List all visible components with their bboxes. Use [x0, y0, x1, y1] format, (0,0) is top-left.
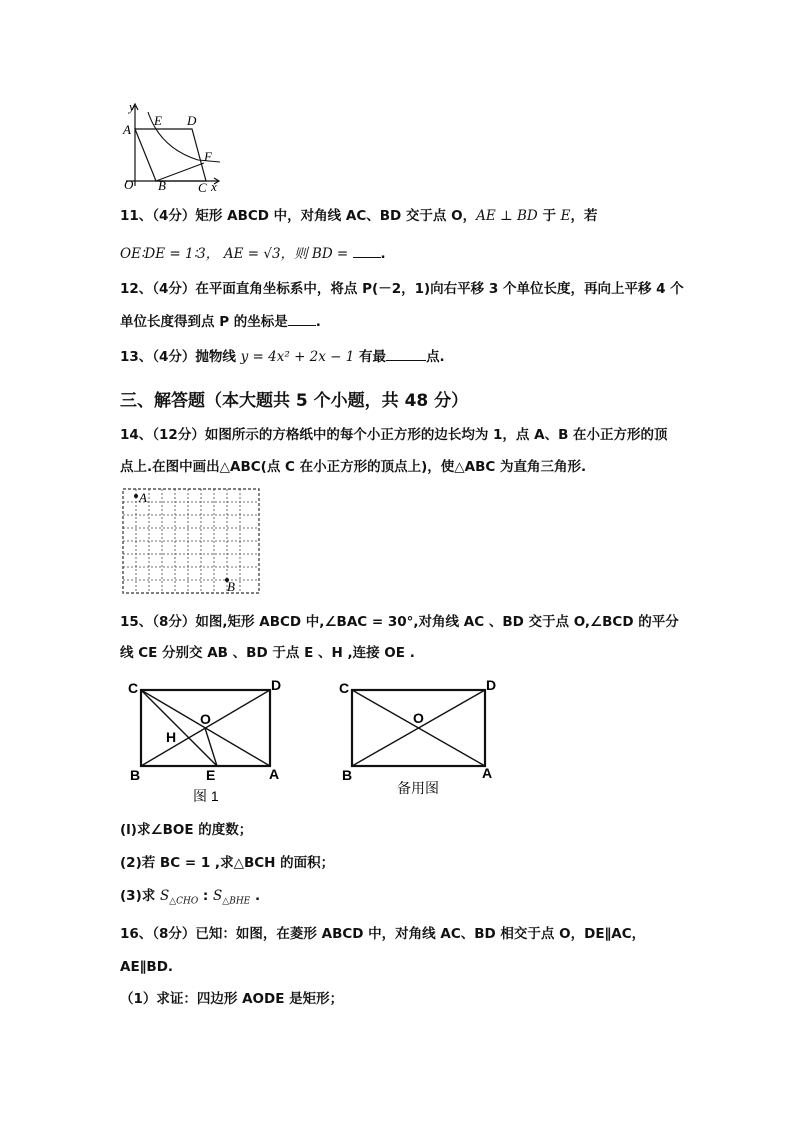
q14-line2: 点上.在图中画出△ABC(点 C 在小正方形的顶点上)，使△ABC 为直角三角形.	[120, 459, 587, 475]
point-C-label: C	[198, 180, 207, 194]
point-O-label: O	[124, 177, 134, 192]
answer-blank	[353, 243, 381, 258]
q15-figure-1	[125, 676, 285, 808]
fig1-B-label: B	[130, 767, 141, 783]
point-D-label: D	[187, 113, 197, 128]
point-F-label: F	[204, 149, 212, 164]
q15-sub1: (l)求∠BOE 的度数；	[120, 822, 253, 838]
q10-coordinate-figure	[118, 98, 228, 194]
fig2-O-label: O	[413, 710, 424, 726]
point-E-label: E	[154, 113, 162, 128]
y-axis-label: y	[129, 99, 135, 114]
grid-point-A-label: A	[139, 490, 147, 505]
q16-line2: AE∥BD.	[120, 959, 174, 975]
q11-line1: 11、（4分）矩形 ABCD 中，对角线 AC、BD 交于点 O，AE ⊥ BD 于 E，若	[120, 208, 598, 224]
q15-backup-figure	[336, 676, 506, 802]
q12-line2: 单位长度得到点 P 的坐标是 .	[120, 311, 321, 332]
section-heading: 三、解答题（本大题共 5 个小题，共 48 分）	[120, 391, 469, 411]
q13-line: 13、（4分）抛物线 y = 4x² + 2x − 1 有最 点.	[120, 346, 445, 367]
fig1-C-label: C	[128, 680, 139, 696]
grid-point-B-label: B	[227, 579, 235, 594]
q16-line1: 16、（8分）已知：如图，在菱形 ABCD 中，对角线 AC、BD 相交于点 O，DE∥AC，	[120, 926, 646, 942]
point-A-label: A	[123, 122, 131, 137]
q16-sub1: （1）求证：四边形 AODE 是矩形；	[120, 991, 344, 1007]
point-B-label: B	[158, 178, 166, 193]
fig1-H-label: H	[166, 729, 177, 745]
q15-sub2: (2)若 BC = 1 ,求△BCH 的面积；	[120, 855, 335, 871]
q15-sub3: (3)求 $S_{\triangle CHO}$ : $S_{\triangle BHE}$ .	[120, 888, 261, 907]
fig1-D-label: D	[271, 677, 282, 693]
fig1-caption: 图 1	[193, 788, 219, 804]
fig1-E-label: E	[206, 767, 216, 783]
q15-line1: 15、（8分）如图,矩形 ABCD 中,∠BAC = 30°,对角线 AC 、BD 交于点 O,∠BCD 的平分	[120, 614, 679, 630]
fig2-B-label: B	[342, 767, 353, 783]
q14-line1: 14、（12分）如图所示的方格纸中的每个小正方形的边长均为 1，点 A、B 在小正方形的顶	[120, 427, 668, 443]
fig2-caption: 备用图	[397, 780, 439, 796]
grid-paper-figure	[120, 486, 262, 596]
fig1-O-label: O	[200, 711, 211, 727]
q12-line1: 12、（4分）在平面直角坐标系中，将点 P(－2，1)向右平移 3 个单位长度，再向上平移 4 个	[120, 281, 684, 297]
fig2-C-label: C	[339, 680, 350, 696]
fig1-A-label: A	[269, 766, 280, 782]
fig2-A-label: A	[482, 765, 493, 781]
x-axis-label: x	[211, 179, 217, 194]
q11-line2: OE∶DE = 1∶3， AE = √3，则 BD = .	[120, 243, 386, 264]
answer-blank	[288, 311, 316, 326]
q15-line2: 线 CE 分别交 AB 、BD 于点 E 、H ,连接 OE .	[120, 645, 415, 661]
answer-blank	[386, 346, 426, 361]
fig2-D-label: D	[486, 677, 497, 693]
